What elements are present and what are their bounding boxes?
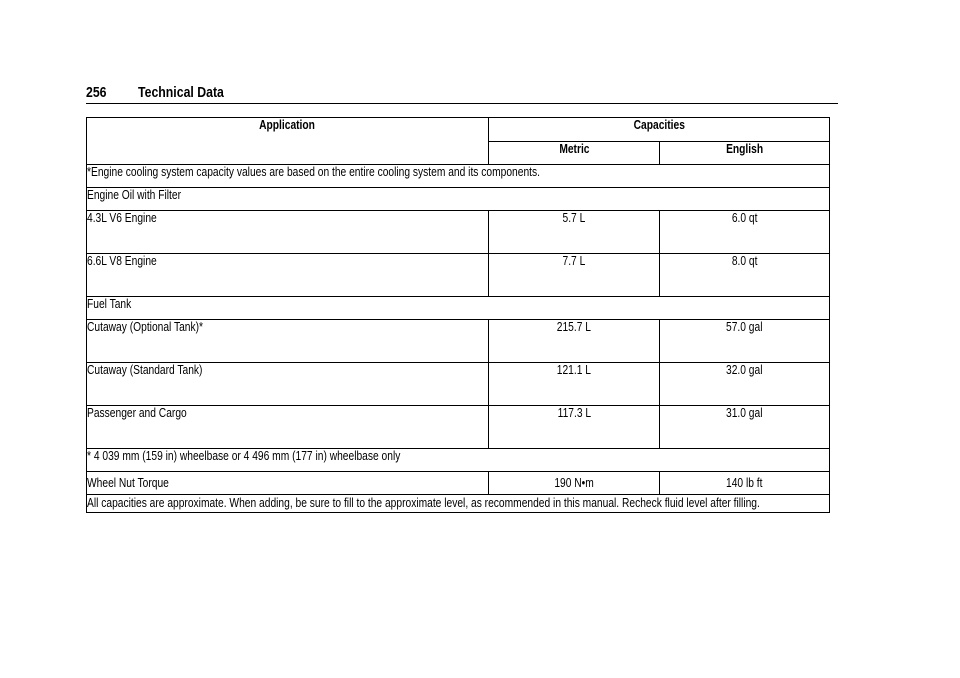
- metric-value: 7.7 L: [489, 254, 660, 297]
- wheelbase-note: * 4 039 mm (159 in) wheelbase or 4 496 mm (177 in) wheelbase only: [87, 449, 830, 472]
- section-fuel-tank: Fuel Tank: [87, 297, 830, 320]
- metric-value: 215.7 L: [489, 320, 660, 363]
- table-row: [87, 472, 830, 495]
- row-label: Cutaway (Standard Tank): [87, 363, 489, 406]
- metric-value: 121.1 L: [489, 363, 660, 406]
- metric-value: 117.3 L: [489, 406, 660, 449]
- english-value: 140 lb ft: [660, 472, 830, 495]
- table-row: [87, 165, 830, 188]
- metric-value: 5.7 L: [489, 211, 660, 254]
- english-value: 31.0 gal: [660, 406, 830, 449]
- table-row: [87, 254, 830, 297]
- row-label: Cutaway (Optional Tank)*: [87, 320, 489, 363]
- row-label: 4.3L V6 Engine: [87, 211, 489, 254]
- approximate-note: All capacities are approximate. When adding, be sure to fill to the approximate level, as recommended in this manual. Recheck fluid level after filling.: [87, 495, 830, 513]
- english-value: 57.0 gal: [660, 320, 830, 363]
- table-row: [87, 297, 830, 320]
- table-row: [87, 495, 830, 513]
- application-header: Application: [87, 118, 489, 165]
- table-row: [87, 449, 830, 472]
- table-row: [87, 406, 830, 449]
- metric-value: 190 N•m: [489, 472, 660, 495]
- table-header-row: [87, 118, 830, 142]
- row-label: Passenger and Cargo: [87, 406, 489, 449]
- section-engine-oil: Engine Oil with Filter: [87, 188, 830, 211]
- page-number: 256: [86, 84, 107, 101]
- section-title: Technical Data: [138, 84, 224, 101]
- table-row: [87, 188, 830, 211]
- row-label: 6.6L V8 Engine: [87, 254, 489, 297]
- english-value: 32.0 gal: [660, 363, 830, 406]
- english-value: 6.0 qt: [660, 211, 830, 254]
- cooling-note: *Engine cooling system capacity values are based on the entire cooling system and its components.: [87, 165, 830, 188]
- capacities-table: [86, 117, 830, 513]
- english-value: 8.0 qt: [660, 254, 830, 297]
- english-header: English: [660, 141, 830, 165]
- page-header: [86, 84, 838, 104]
- table-row: [87, 363, 830, 406]
- row-label: Wheel Nut Torque: [87, 472, 489, 495]
- metric-header: Metric: [489, 141, 660, 165]
- table-row: [87, 320, 830, 363]
- table-row: [87, 211, 830, 254]
- capacities-header: Capacities: [489, 118, 830, 142]
